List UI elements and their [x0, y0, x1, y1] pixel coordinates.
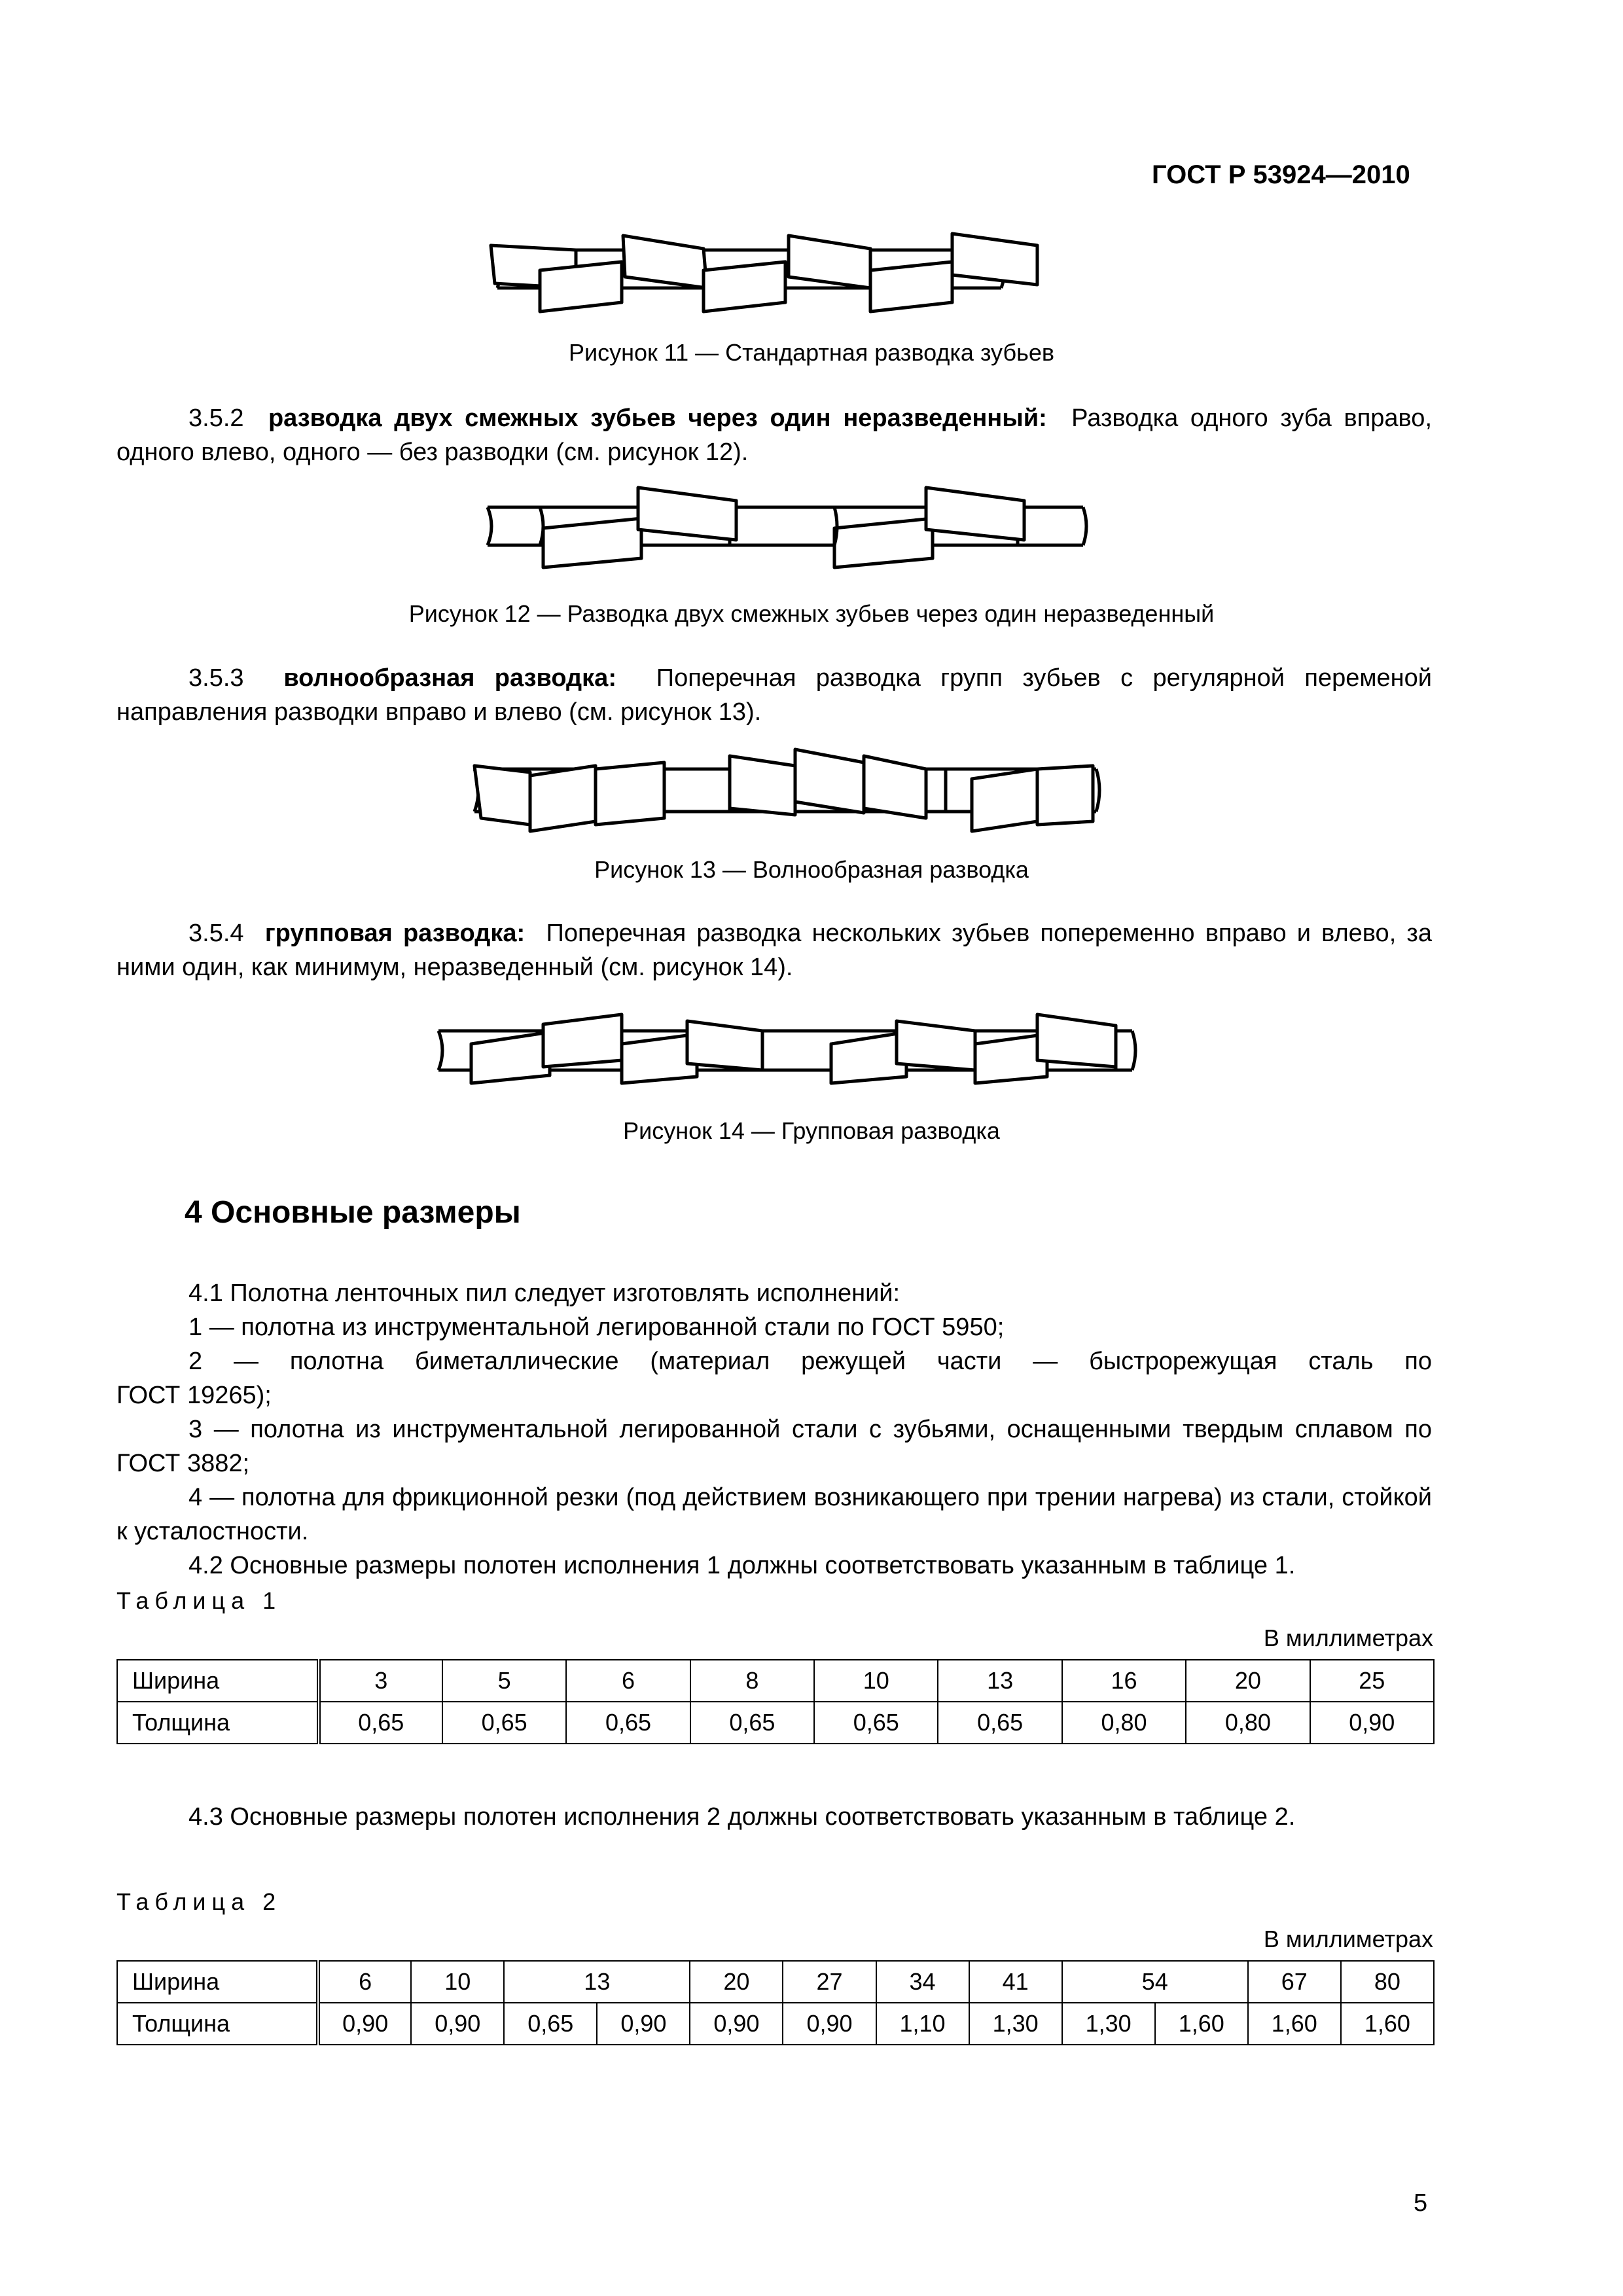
item-1: 1 — полотна из инструментальной легированной стали по ГОСТ 5950;	[188, 1314, 1005, 1341]
section-4-3	[116, 1800, 1432, 1834]
table-cell: 0,90	[411, 2003, 504, 2045]
section-number: 3.5.4	[188, 920, 244, 947]
table-cell: 80	[1341, 1961, 1434, 2003]
table-cell: 0,80	[1062, 1702, 1186, 1744]
table-cell: 0,65	[504, 2003, 597, 2045]
table-cell: 0,65	[442, 1702, 566, 1744]
definition: Поперечная разводка нескольких зубьев попеременно вправо и влево, за ними один, как минимум, неразведенный (см. рисунок 14).	[116, 920, 1432, 981]
item-2-line-2: ГОСТ 19265);	[116, 1382, 272, 1409]
item-4: 4 — полотна для фрикционной резки (под действием возникающего при трении нагрева) из стали, стойкой к усталостности.	[116, 1484, 1432, 1545]
section-3-5-4	[116, 916, 1432, 984]
definition: Поперечная разводка групп зубьев с регулярной переменой направления разводки вправо и влево (см. рисунок 13).	[116, 664, 1432, 726]
table-cell: 0,65	[690, 1702, 814, 1744]
figure-11-caption: Рисунок 11 — Стандартная разводка зубьев	[569, 339, 1054, 366]
table-cell: 0,65	[566, 1702, 690, 1744]
term: волнообразная разводка:	[283, 664, 616, 692]
paragraph-4-2: 4.2 Основные размеры полотен исполнения 1 должны соответствовать указанным в таблице 1.	[188, 1552, 1296, 1579]
table-cell: 1,60	[1341, 2003, 1434, 2045]
paragraph-4-1: 4.1 Полотна ленточных пил следует изготовлять исполнений:	[188, 1280, 901, 1307]
section-3-5-2	[116, 401, 1432, 469]
item-2-line-1: 2 — полотна биметаллические (материал режущей части — быстрорежущая сталь по	[188, 1348, 1432, 1375]
table-cell: 0,65	[319, 1702, 442, 1744]
table-cell: 13	[504, 1961, 690, 2003]
table-row	[117, 1961, 1434, 2003]
figure-14-drawing	[425, 1005, 1152, 1103]
table-cell: 0,90	[318, 2003, 411, 2045]
table-cell: 0,65	[938, 1702, 1061, 1744]
table-cell: 0,80	[1186, 1702, 1310, 1744]
table-cell: 6	[566, 1660, 690, 1702]
table-cell: 5	[442, 1660, 566, 1702]
figure-13-caption: Рисунок 13 — Волнообразная разводка	[594, 856, 1029, 883]
table-row	[117, 2003, 1434, 2045]
table-cell: 20	[1186, 1660, 1310, 1702]
table-cell: 41	[969, 1961, 1062, 2003]
table-cell: 67	[1248, 1961, 1341, 2003]
table-cell: 54	[1062, 1961, 1248, 2003]
table-cell: 10	[814, 1660, 938, 1702]
figure-14-caption: Рисунок 14 — Групповая разводка	[623, 1117, 1000, 1144]
table-row	[117, 1660, 1434, 1702]
table-cell: 27	[783, 1961, 876, 2003]
table-cell: 16	[1062, 1660, 1186, 1702]
table-cell: 34	[876, 1961, 969, 2003]
section-heading-4: 4 Основные размеры	[185, 1195, 521, 1230]
table-1-label: Таблица 1	[116, 1587, 282, 1614]
table-1-units: В миллиметрах	[1263, 1624, 1433, 1651]
figure-12-caption: Рисунок 12 — Разводка двух смежных зубьев через один неразведенный	[408, 600, 1215, 627]
table-cell: 6	[318, 1961, 411, 2003]
table-row	[117, 1702, 1434, 1744]
figure-13-drawing	[468, 740, 1109, 844]
table-cell: 1,60	[1248, 2003, 1341, 2045]
term: разводка двух смежных зубьев через один неразведенный:	[268, 404, 1047, 432]
table-2	[116, 1960, 1435, 2045]
paragraph-4-3: 4.3 Основные размеры полотен исполнения 2 должны соответствовать указанным в таблице 2.	[188, 1803, 1296, 1831]
table-cell: 0,90	[690, 2003, 783, 2045]
table-cell: 1,60	[1155, 2003, 1248, 2045]
figure-11-drawing	[484, 226, 1073, 324]
table-1	[116, 1659, 1435, 1744]
table-cell: 3	[319, 1660, 442, 1702]
table-cell: Ширина	[117, 1961, 318, 2003]
section-number: 3.5.2	[188, 404, 244, 432]
table-cell: Толщина	[117, 2003, 318, 2045]
table-cell: 1,10	[876, 2003, 969, 2045]
section-4-1	[116, 1276, 1432, 1583]
table-cell: 25	[1310, 1660, 1434, 1702]
table-cell: 13	[938, 1660, 1061, 1702]
table-cell: 20	[690, 1961, 783, 2003]
table-cell: 0,90	[597, 2003, 690, 2045]
table-cell: 8	[690, 1660, 814, 1702]
section-number: 3.5.3	[188, 664, 244, 692]
table-cell: 0,90	[783, 2003, 876, 2045]
term: групповая разводка:	[264, 920, 526, 947]
table-cell: 0,90	[1310, 1702, 1434, 1744]
document-header: ГОСТ Р 53924—2010	[1152, 160, 1410, 189]
table-cell: Ширина	[117, 1660, 319, 1702]
figure-12-drawing	[481, 481, 1096, 579]
table-cell: 1,30	[1062, 2003, 1155, 2045]
table-2-label: Таблица 2	[116, 1888, 282, 1915]
table-cell: Толщина	[117, 1702, 319, 1744]
table-cell: 1,30	[969, 2003, 1062, 2045]
page-number: 5	[1414, 2189, 1428, 2217]
table-cell: 10	[411, 1961, 504, 2003]
definition: Разводка одного зуба вправо, одного влево, одного — без разводки (см. рисунок 12).	[116, 404, 1432, 466]
item-3: 3 — полотна из инструментальной легированной стали с зубьями, оснащенными твердым сплавом по ГОСТ 3882;	[116, 1416, 1432, 1477]
section-3-5-3	[116, 661, 1432, 729]
table-2-units: В миллиметрах	[1263, 1926, 1433, 1952]
table-cell: 0,65	[814, 1702, 938, 1744]
